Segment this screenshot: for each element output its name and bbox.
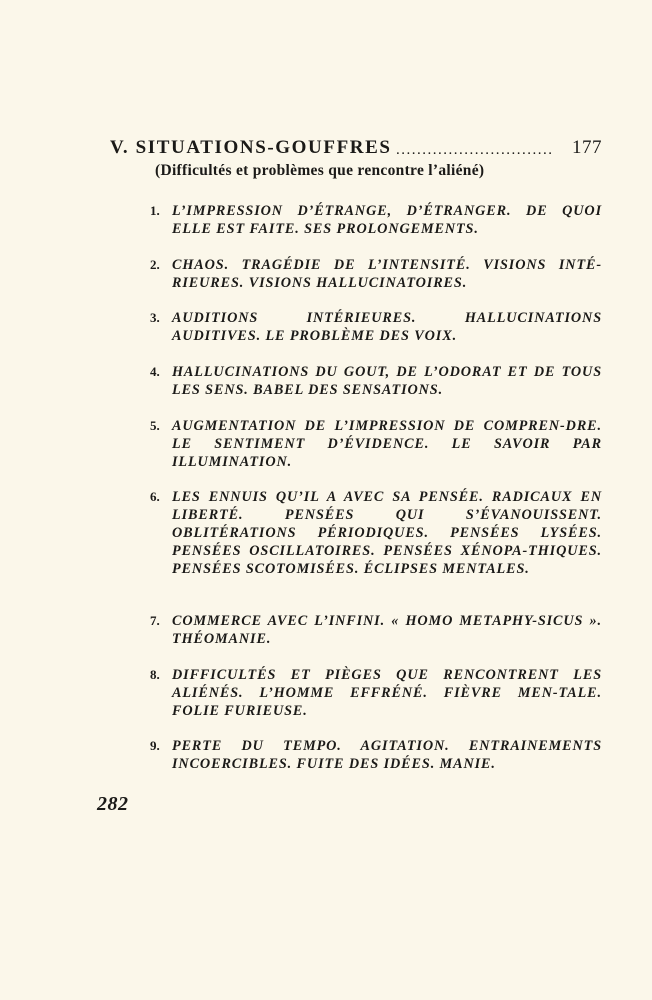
toc-item-4 [150, 363, 602, 399]
toc-item-3 [150, 309, 602, 345]
item-number: 1. [150, 203, 160, 218]
item-text: PERTE DU TEMPO. AGITATION. ENTRAINEMENTS INCOERCIBLES. FUITE DES IDÉES. MANIE. [172, 738, 602, 772]
item-text: AUGMENTATION DE L’IMPRESSION DE COMPREN-DRE. LE SENTIMENT D’ÉVIDENCE. LE SAVOIR PAR ILLUMINATION. [172, 418, 602, 470]
item-text: L’IMPRESSION D’ÉTRANGE, D’ÉTRANGER. DE QUOI ELLE EST FAITE. SES PROLONGEMENTS. [172, 203, 602, 237]
item-text: LES ENNUIS QU’IL A AVEC SA PENSÉE. RADICAUX EN LIBERTÉ. PENSÉES QUI S’ÉVANOUISSENT. OBLITÉRATIONS PÉRIODIQUES. PENSÉES LYSÉES. PENSÉES OSCILLATOIRES. PENSÉES XÉNOPA-THIQUES. PENSÉES SCOTOMISÉES. ÉCLIPSES MENTALES. [172, 489, 602, 577]
section-title: V. SITUATIONS-GOUFFRES [110, 137, 392, 158]
toc-item-1 [150, 202, 602, 238]
toc-item-7 [150, 612, 602, 648]
toc-item-5 [150, 417, 602, 471]
section-page-number: 177 [572, 137, 602, 158]
toc-item-9 [150, 737, 602, 773]
item-number: 3. [150, 310, 160, 325]
item-text: DIFFICULTÉS ET PIÈGES QUE RENCONTRENT LES ALIÉNÉS. L’HOMME EFFRÉNÉ. FIÈVRE MEN-TALE. FOLIE FURIEUSE. [172, 667, 602, 719]
page-number: 282 [97, 793, 129, 815]
item-number: 4. [150, 364, 160, 379]
toc-item-2 [150, 256, 602, 292]
item-number: 6. [150, 489, 160, 504]
toc-item-8 [150, 666, 602, 720]
item-number: 9. [150, 738, 160, 753]
item-text: AUDITIONS INTÉRIEURES. HALLUCINATIONS AUDITIVES. LE PROBLÈME DES VOIX. [172, 310, 602, 344]
item-number: 8. [150, 667, 160, 682]
item-number: 2. [150, 257, 160, 272]
section-subtitle: (Difficultés et problèmes que rencontre l’aliéné) [155, 162, 485, 179]
item-text: COMMERCE AVEC L’INFINI. « HOMO METAPHY-SICUS ». THÉOMANIE. [172, 613, 602, 647]
item-text: HALLUCINATIONS DU GOUT, DE L’ODORAT ET DE TOUS LES SENS. BABEL DES SENSATIONS. [172, 364, 602, 398]
item-text: CHAOS. TRAGÉDIE DE L’INTENSITÉ. VISIONS INTÉ-RIEURES. VISIONS HALLUCINATOIRES. [172, 257, 602, 291]
item-number: 7. [150, 613, 160, 628]
toc-item-6 [150, 488, 602, 578]
section-heading [110, 137, 602, 163]
item-number: 5. [150, 418, 160, 433]
dot-leader: .............................. [396, 142, 554, 158]
